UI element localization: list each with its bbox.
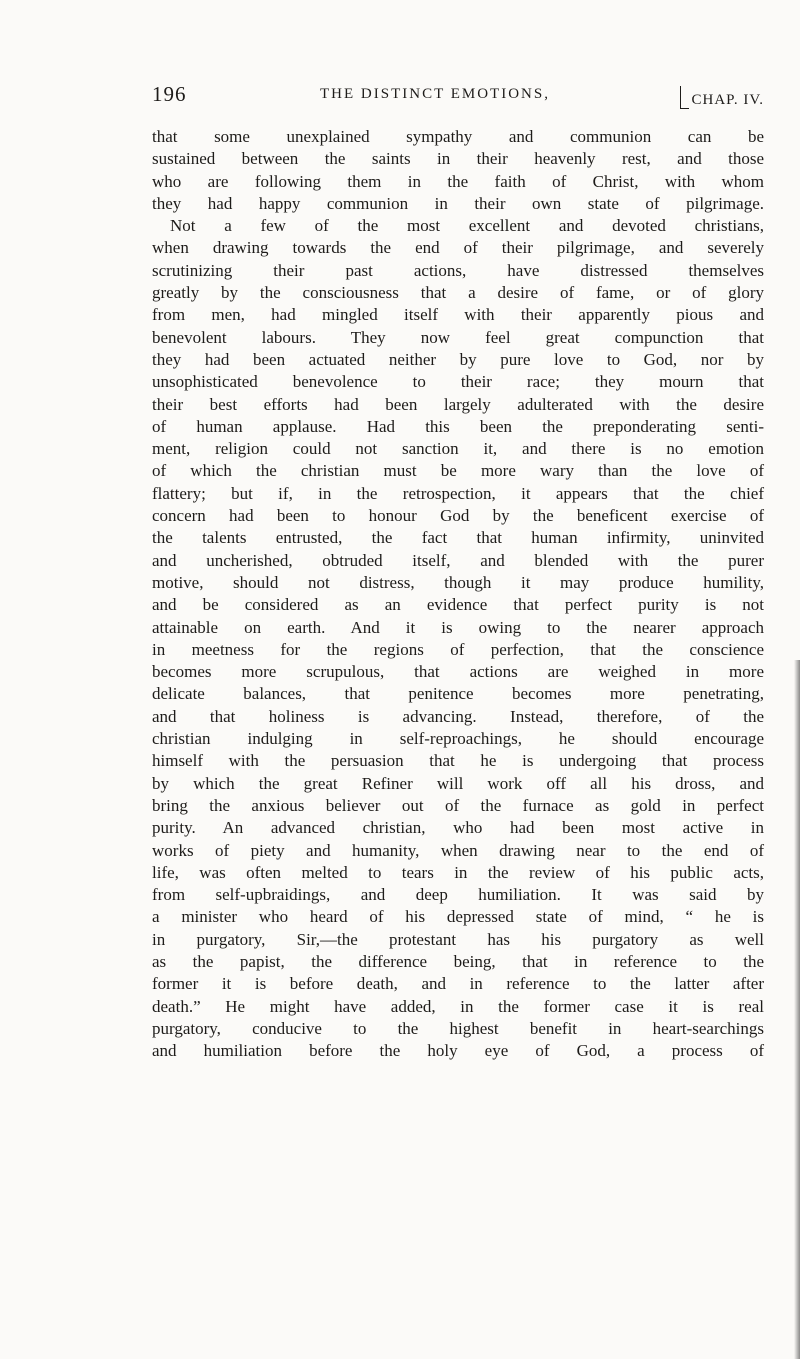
body-text bbox=[152, 126, 764, 1062]
text-line: when drawing towards the end of their pilgrimage, and severely bbox=[152, 238, 764, 258]
text-line: who are following them in the faith of Christ, with whom bbox=[152, 171, 764, 191]
text-line: by which the great Refiner will work off all his dross, and bbox=[152, 773, 764, 793]
text-line: and uncherished, obtruded itself, and blended with the purer bbox=[152, 550, 764, 570]
text-line: from self-upbraidings, and deep humiliation. It was said by bbox=[152, 885, 764, 905]
text-line: Not a few of the most excellent and devoted christians, bbox=[170, 216, 764, 236]
running-head bbox=[152, 82, 764, 112]
text-line: bring the anxious believer out of the furnace as gold in perfect bbox=[152, 795, 764, 815]
text-line: and humiliation before the holy eye of God, a process of bbox=[152, 1041, 764, 1061]
running-title: THE DISTINCT EMOTIONS, bbox=[320, 86, 550, 102]
text-line: in purgatory, Sir,—the protestant has his purgatory as well bbox=[152, 929, 764, 949]
text-line: death.” He might have added, in the former case it is real bbox=[152, 996, 764, 1016]
text-line: unsophisticated benevolence to their race; they mourn that bbox=[152, 372, 764, 392]
text-line: flattery; but if, in the retrospection, it appears that the chief bbox=[152, 483, 764, 503]
text-line: in meetness for the regions of perfection, that the conscience bbox=[152, 639, 764, 659]
text-line: himself with the persuasion that he is undergoing that process bbox=[152, 751, 764, 771]
text-line: and be considered as an evidence that perfect purity is not bbox=[152, 595, 764, 615]
text-line: that some unexplained sympathy and communion can be bbox=[152, 127, 764, 146]
text-line: scrutinizing their past actions, have distressed themselves bbox=[152, 260, 764, 280]
chapter-text: CHAP. IV. bbox=[691, 92, 764, 108]
text-line: sustained between the saints in their heavenly rest, and those bbox=[152, 149, 764, 169]
text-line: christian indulging in self-reproachings, he should encourage bbox=[152, 729, 764, 749]
page-edge-shadow bbox=[794, 660, 800, 1359]
text-line: becomes more scrupulous, that actions are weighed in more bbox=[152, 662, 764, 682]
text-line: their best efforts had been largely adulterated with the desire bbox=[152, 394, 764, 414]
text-line: concern had been to honour God by the beneficent exercise of bbox=[152, 506, 764, 526]
text-line: a minister who heard of his depressed state of mind, “ he is bbox=[152, 907, 764, 927]
text-line: from men, had mingled itself with their apparently pious and bbox=[152, 305, 764, 325]
chapter-label bbox=[680, 86, 765, 109]
text-line: works of piety and humanity, when drawing near to the end of bbox=[152, 840, 764, 860]
text-line: purity. An advanced christian, who had been most active in bbox=[152, 818, 764, 838]
text-line: life, was often melted to tears in the review of his public acts, bbox=[152, 862, 764, 882]
text-line: they had happy communion in their own state of pilgrimage. bbox=[152, 193, 764, 213]
text-line: former it is before death, and in reference to the latter after bbox=[152, 974, 764, 994]
page-number: 196 bbox=[152, 82, 187, 106]
text-line: of human applause. Had this been the preponderating senti- bbox=[152, 416, 764, 436]
text-line: as the papist, the difference being, that in reference to the bbox=[152, 951, 764, 971]
bracket-mark bbox=[680, 86, 689, 109]
text-line: benevolent labours. They now feel great compunction that bbox=[152, 327, 764, 347]
text-line: motive, should not distress, though it may produce humility, bbox=[152, 572, 764, 592]
text-line: purgatory, conducive to the highest benefit in heart-searchings bbox=[152, 1018, 764, 1038]
text-line: of which the christian must be more wary than the love of bbox=[152, 461, 764, 481]
text-line: delicate balances, that penitence becomes more penetrating, bbox=[152, 684, 764, 704]
text-line: and that holiness is advancing. Instead, therefore, of the bbox=[152, 706, 764, 726]
text-line: the talents entrusted, the fact that human infirmity, uninvited bbox=[152, 528, 764, 548]
text-line: ment, religion could not sanction it, and there is no emotion bbox=[152, 439, 764, 459]
text-line: attainable on earth. And it is owing to the nearer approach bbox=[152, 617, 764, 637]
text-line: greatly by the consciousness that a desire of fame, or of glory bbox=[152, 283, 764, 303]
text-line: they had been actuated neither by pure love to God, nor by bbox=[152, 349, 764, 369]
